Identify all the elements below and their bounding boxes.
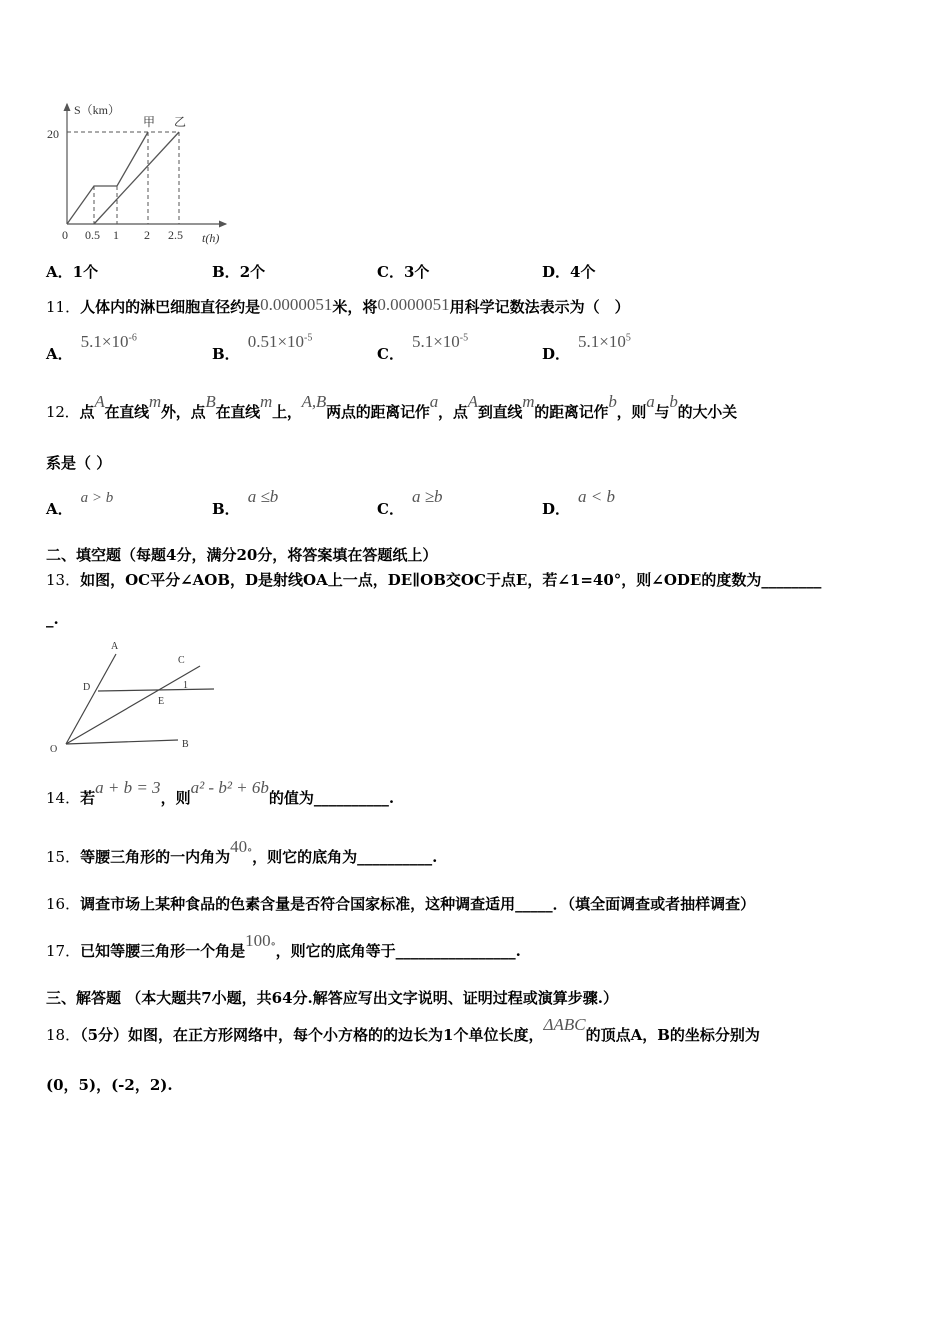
- option-letter: C．: [377, 500, 404, 518]
- option-text: 2个: [239, 263, 266, 281]
- q12-text: ，点: [438, 403, 468, 421]
- q12-text: 在直线: [104, 403, 149, 421]
- option-base: 5.1×10: [80, 332, 129, 351]
- q12-option-b[interactable]: [212, 487, 279, 519]
- q11-text-2: 米，将: [332, 298, 378, 316]
- q17-text: 已知等腰三角形一个角是: [80, 942, 246, 960]
- q12-math-a: a: [429, 392, 439, 411]
- q12-math-ab: A,B: [301, 392, 327, 411]
- option-base: 0.51×10: [247, 332, 305, 351]
- geometry-figure: [44, 636, 224, 758]
- q12-math-a-point: A: [467, 392, 478, 411]
- option-letter: C．: [377, 263, 404, 281]
- q16-text: 调查市场上某种食品的色素含量是否符合国家标准，这种调查适用_____．（填全面调查或者抽样调查）: [80, 895, 756, 913]
- q17-text: ，则它的底角等于________________.: [275, 942, 521, 960]
- q13-stem: [46, 569, 821, 590]
- option-expr: a ≥b: [411, 487, 443, 506]
- q15-stem: 15．等腰三角形的一内角为40°，则它的底角为__________.: [46, 837, 438, 866]
- section-3-heading: 三、解答题 （本大题共7小题，共64分.解答应写出文字说明、证明过程或演算步骤.）: [46, 989, 618, 1007]
- ray-oa: [66, 654, 116, 744]
- question-number: 17．: [46, 942, 81, 960]
- q12-text: 上，: [272, 403, 302, 421]
- label-e: E: [158, 696, 165, 707]
- option-letter: A．: [46, 263, 73, 281]
- label-c: C: [178, 655, 185, 666]
- x-tick-05: 0.5: [85, 228, 100, 242]
- x-tick-25: 2.5: [168, 228, 183, 242]
- y-axis-label: S（km）: [74, 103, 121, 117]
- q18-text: 的顶点A，B的坐标分别为: [585, 1026, 760, 1044]
- option-letter: D．: [542, 500, 571, 518]
- question-number: 16．: [46, 895, 81, 913]
- q10-option-b[interactable]: [212, 261, 265, 282]
- question-number: 14．: [46, 789, 81, 807]
- question-number: 12．: [46, 403, 80, 421]
- q12-stem-line2: 系是（ ）: [46, 454, 112, 472]
- option-text: 3个: [403, 263, 430, 281]
- label-1: 1: [183, 680, 188, 691]
- q12-option-a[interactable]: [46, 490, 114, 519]
- option-letter: A．: [46, 345, 73, 363]
- option-exp: -5: [304, 332, 313, 344]
- q10-option-a[interactable]: [46, 261, 98, 282]
- option-exp: -6: [128, 332, 137, 344]
- line-yi: [94, 132, 179, 224]
- q18-text: （5分）如图，在正方形网络中，每个小方格的的边长为1个单位长度，: [80, 1026, 544, 1044]
- option-exp: 5: [625, 332, 631, 344]
- section-2-heading: 二、填空题（每题4分，满分20分，将答案填在答题纸上）: [46, 546, 438, 564]
- q10-option-d[interactable]: [542, 261, 595, 282]
- q12-math-a-point: A: [94, 392, 105, 411]
- q12-text: 点: [79, 403, 95, 421]
- q12-math-b-point: B: [205, 392, 216, 411]
- x-tick-1: 1: [113, 228, 119, 242]
- q17-value: 100: [245, 931, 271, 950]
- option-letter: B．: [212, 345, 240, 363]
- q10-option-c[interactable]: [377, 261, 429, 282]
- q11-text-1: 人体内的淋巴细胞直径约是: [80, 298, 261, 316]
- option-base: 5.1×10: [411, 332, 460, 351]
- label-a: A: [111, 641, 119, 652]
- question-number: 13．: [46, 571, 81, 589]
- option-letter: C．: [377, 345, 404, 363]
- q12-text: 到直线: [477, 403, 523, 421]
- q12-text: 在直线: [215, 403, 260, 421]
- label-jia: 甲: [143, 115, 156, 129]
- q11-value-1: 0.0000051: [260, 295, 333, 314]
- q14-expr-1: a + b = 3: [95, 778, 161, 797]
- q12-math-m: m: [148, 392, 161, 411]
- option-expr: a ≤b: [247, 487, 279, 506]
- q13-stem-tail: _.: [46, 610, 59, 628]
- q16-stem: [46, 893, 755, 914]
- q14-stem: [46, 778, 395, 808]
- q14-text: ，则: [160, 789, 191, 807]
- q12-option-c[interactable]: [377, 487, 443, 519]
- option-letter: B．: [212, 500, 240, 518]
- q18-stem-line2: (0，5)，(-2，2).: [46, 1076, 173, 1094]
- question-number: 15．: [46, 848, 81, 866]
- q12-math-b: b: [669, 392, 678, 411]
- option-expr: a < b: [578, 487, 615, 506]
- q11-stem: [46, 296, 630, 317]
- y-tick-20: 20: [47, 127, 59, 141]
- q12-text: 的距离记作: [534, 403, 609, 421]
- option-text: 1个: [72, 263, 99, 281]
- ray-oc: [66, 666, 200, 744]
- q15-text: 等腰三角形的一内角为: [80, 848, 231, 866]
- label-b: B: [182, 739, 189, 750]
- option-letter: D．: [542, 345, 571, 363]
- distance-time-graph: [40, 98, 240, 246]
- q18-stem: [46, 1015, 760, 1045]
- q13-text: 如图，OC平分∠AOB，D是射线OA上一点，DE∥OB交OC于点E，若∠1=40°，则∠ODE的度数为________: [80, 571, 822, 589]
- q12-math-a: a: [646, 392, 655, 411]
- x-tick-2: 2: [144, 228, 150, 242]
- ray-ob: [66, 740, 178, 744]
- q12-math-b: b: [608, 392, 617, 411]
- q12-stem: [46, 392, 737, 422]
- q12-text: 外，点: [160, 403, 206, 421]
- option-letter: D．: [542, 263, 571, 281]
- q12-math-m: m: [259, 392, 273, 411]
- x-tick-0: 0: [62, 228, 68, 242]
- question-number: 11．: [46, 298, 81, 316]
- label-d: D: [83, 682, 91, 693]
- x-axis-label: t(h): [202, 231, 220, 245]
- q12-math-m: m: [522, 392, 535, 411]
- q12-text: ，则: [616, 403, 647, 421]
- q11-text-3: 用科学记数法表示为（ ）: [449, 298, 630, 316]
- q12-text: 的大小关: [677, 403, 737, 421]
- q11-value-2: 0.0000051: [377, 295, 450, 314]
- q15-value: 40: [230, 837, 248, 856]
- option-expr: a > b: [80, 490, 114, 506]
- q17-stem: 17．已知等腰三角形一个角是100°，则它的底角等于________________.: [46, 931, 521, 960]
- q18-triangle: ΔABC: [543, 1015, 586, 1034]
- q14-expr-2: a² - b² + 6b: [190, 778, 269, 797]
- q12-text: 两点的距离记作: [326, 403, 430, 421]
- q12-text: 与: [654, 403, 670, 421]
- line-de: [98, 689, 214, 691]
- q14-text: 若: [80, 789, 96, 807]
- option-text: 4个: [570, 263, 596, 281]
- option-letter: B．: [212, 263, 240, 281]
- option-base: 5.1×10: [578, 332, 626, 351]
- q15-text: ，则它的底角为__________.: [252, 848, 438, 866]
- label-yi: 乙: [174, 115, 187, 129]
- q12-option-d[interactable]: [542, 487, 615, 519]
- label-o: O: [50, 744, 58, 755]
- question-number: 18．: [46, 1026, 81, 1044]
- q14-text: 的值为__________.: [268, 789, 395, 807]
- option-exp: -5: [459, 332, 469, 344]
- option-letter: A．: [46, 500, 73, 518]
